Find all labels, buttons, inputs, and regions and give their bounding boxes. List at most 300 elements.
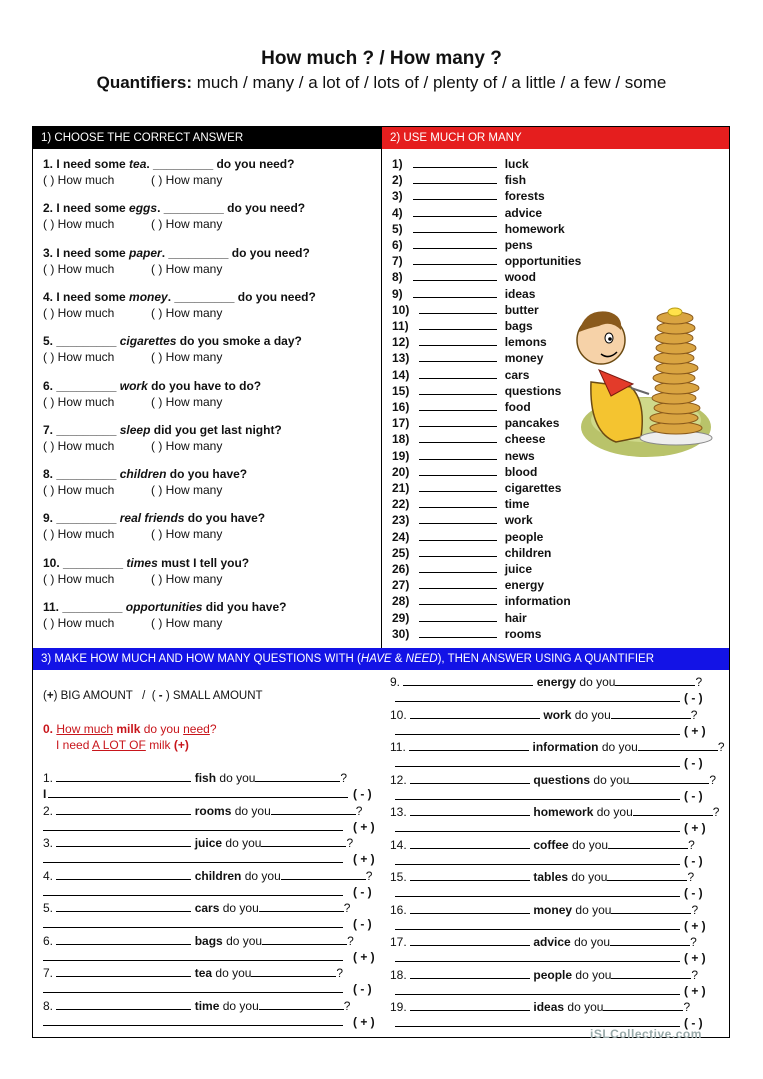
ex3-question-line [43,999,350,1013]
ex2-word: time [504,497,530,512]
ex3-noun: work [543,707,572,722]
ex2-item [392,335,547,349]
ex3-number: 15. [390,870,407,884]
ex1-question: 1. I need some tea. _________ do you need? [43,157,295,171]
ex2-blank[interactable] [419,481,497,492]
ex3-answer-blank[interactable] [43,950,343,961]
ex2-word: money [504,351,544,366]
ex3-blank[interactable] [56,999,191,1010]
ex3-answer-line [43,787,348,801]
ex3-answer-line [395,821,680,835]
ex1-option-how-many[interactable]: ( ) How many [151,616,223,630]
ex2-number: 2) [392,173,403,188]
ex3-sign: ( + ) [353,852,375,866]
ex3-answer-line [43,820,343,834]
ex3-number: 1. [43,771,54,785]
ex3-do-you: do you [579,675,616,689]
ex2-item [392,351,543,365]
ex2-number: 21) [392,481,410,495]
ex1-option-how-much[interactable]: ( ) How much [43,350,115,365]
ex3-noun: tables [533,870,569,884]
ex2-number: 13) [392,351,410,366]
example-q-mid: do you [143,722,180,736]
ex3-blank[interactable] [603,1000,683,1011]
ex3-number: 3. [43,836,54,850]
ex3-do-you: do you [222,901,259,915]
ex3-sign: ( - ) [353,982,372,996]
ex3-blank[interactable] [56,901,191,912]
ex3-answer-blank[interactable] [43,982,343,993]
ex1-option-how-much[interactable]: ( ) How much [43,394,115,409]
ex2-word: hair [504,610,527,625]
ex2-item [392,270,536,284]
ex2-blank[interactable] [419,546,497,557]
ex3-do-you: do you [574,935,611,949]
ex3-do-you: do you [244,868,281,883]
ex2-blank[interactable] [413,287,497,298]
ex3-answer-blank[interactable] [395,756,680,767]
ex3-answer-line [43,950,343,964]
ex2-item [392,254,581,268]
ex3-blank[interactable] [255,771,340,782]
ex2-item [392,400,531,414]
ex3-sign: ( - ) [684,691,703,705]
ex3-answer-blank[interactable] [43,885,343,896]
ex3-blank[interactable] [410,805,530,816]
section-3-header: 3) MAKE HOW MUCH AND HOW MANY QUESTIONS WITH (HAVE & NEED), THEN ANSWER USING A QUANTIFIER [33,648,729,670]
ex2-blank[interactable] [413,206,497,217]
ex2-blank[interactable] [413,157,497,168]
ex3-noun: rooms [194,803,232,818]
ex3-blank[interactable] [410,773,530,784]
ex3-answer-line [43,852,343,866]
ex3-question-line [390,1000,690,1014]
ex3-prefix: I [43,787,47,801]
ex3-do-you: do you [601,740,638,754]
ex2-blank[interactable] [419,368,497,379]
ex3-answer-blank[interactable] [43,820,343,831]
ex3-sign: ( + ) [684,918,706,933]
ex2-number: 10) [392,302,410,317]
ex2-word: wood [504,270,537,285]
ex2-number: 23) [392,513,410,528]
ex3-question-line [390,838,695,852]
ex3-blank[interactable] [410,903,530,914]
ex3-blank[interactable] [410,838,530,849]
ex3-qmark: ? [709,772,717,787]
subtitle-label: Quantifiers: [96,73,193,92]
ex3-noun: bags [194,933,223,948]
ex2-word: juice [504,562,533,576]
ex3-qmark: ? [336,966,344,980]
ex1-options [43,438,223,453]
ex3-question-line [43,934,354,948]
ex3-question-line [390,740,725,754]
ex2-word: work [504,513,533,528]
ex1-question: 3. I need some paper. _________ do you need? [43,245,310,260]
ex3-qmark: ? [343,998,351,1013]
ex3-qmark: ? [365,868,373,883]
ex2-item [392,222,565,236]
ex3-blank[interactable] [56,966,191,977]
example-q-end: ? [209,722,217,736]
ex2-blank[interactable] [419,351,497,362]
ex3-noun: money [533,902,573,917]
ex2-item [392,384,561,398]
ex3-number: 6. [43,933,54,948]
ex3-answer-blank[interactable] [395,724,680,735]
ex3-blank[interactable] [56,934,191,945]
ex3-blank[interactable] [56,836,191,847]
ex3-blank[interactable] [608,838,688,849]
ex3-number: 5. [43,901,54,915]
ex3-answer-blank[interactable] [43,917,343,928]
ex2-number: 30) [392,626,410,641]
ex3-noun: cars [194,901,220,915]
ex2-blank[interactable] [419,335,497,346]
watermark: iSLCollective.com [590,1027,702,1041]
ex2-number: 9) [392,286,403,301]
section-1-header: 1) CHOOSE THE CORRECT ANSWER [33,127,382,149]
ex3-noun: advice [533,935,571,949]
ex2-word: cars [504,367,530,382]
ex1-option-how-many[interactable]: ( ) How many [151,438,223,453]
ex2-item [392,206,542,220]
ex3-answer-line [395,951,680,965]
ex1-option-how-much[interactable]: ( ) How much [43,483,115,498]
ex2-blank[interactable] [419,578,497,589]
ex3-question-line [43,901,350,915]
subtitle-text: much / many / a lot of / lots of / plenty of / a little / a few / some [192,73,667,92]
ex3-answer-blank[interactable] [395,886,680,897]
boy-with-pancakes-illustration [571,292,721,462]
ex1-option-how-many[interactable]: ( ) How many [151,173,223,187]
ex2-blank[interactable] [419,594,497,605]
ex3-question-line [43,966,343,980]
ex3-blank[interactable] [633,805,713,816]
ex2-item [392,368,529,382]
ex2-blank[interactable] [419,449,497,460]
ex2-word: ideas [504,286,536,301]
ex1-option-how-much[interactable]: ( ) How much [43,571,115,586]
ex3-answer-blank[interactable] [395,919,680,930]
ex3-answer-blank[interactable] [395,691,680,702]
ex2-word: rooms [504,626,542,641]
ex2-blank[interactable] [419,384,497,395]
ex2-number: 14) [392,367,410,382]
ex2-blank[interactable] [419,611,497,622]
ex3-number: 9. [390,675,401,689]
ex3-blank[interactable] [638,740,718,751]
ex1-option-how-much[interactable]: ( ) How much [43,217,115,232]
ex3-noun: homework [533,805,594,819]
ex2-word: food [504,400,531,414]
ex3-blank[interactable] [410,935,530,946]
ex2-blank[interactable] [419,497,497,508]
ex1-option-how-many[interactable]: ( ) How many [151,483,223,498]
ex3-sign: ( - ) [684,886,703,900]
ex2-word: information [504,594,571,609]
ex3-answer-line [395,984,680,998]
ex3-blank[interactable] [56,804,191,815]
ex3-qmark: ? [688,837,695,852]
ex3-answer-line [43,885,343,899]
ex2-item [392,303,539,317]
ex3-answer-blank[interactable] [395,854,680,865]
ex2-blank[interactable] [413,189,497,200]
ex3-blank[interactable] [403,675,533,686]
ex2-word: children [504,545,552,560]
ex2-number: 18) [392,432,410,447]
ex1-option-how-much[interactable]: ( ) How much [43,438,115,453]
ex2-word: luck [504,157,529,171]
ex3-blank[interactable] [611,708,691,719]
ex3-blank[interactable] [610,935,690,946]
ex3-question-line [43,804,362,818]
ex1-options [43,261,223,276]
ex1-options [43,571,223,586]
ex2-word: pens [504,238,533,252]
ex3-noun: children [194,868,242,883]
ex1-question: 4. I need some money. _________ do you need? [43,289,316,304]
ex3-do-you: do you [575,902,612,917]
ex3-blank[interactable] [629,773,709,784]
ex2-blank[interactable] [419,432,497,443]
ex3-qmark: ? [340,771,348,785]
ex3-number: 10. [390,707,407,722]
ex3-do-you: do you [215,966,252,980]
ex2-word: cheese [504,432,546,447]
ex1-option-how-many[interactable]: ( ) How many [151,305,223,320]
worksheet-box [32,126,730,1038]
ex2-word: pancakes [504,416,560,431]
ex3-answer-line [43,982,343,996]
ex3-answer-line [395,886,680,900]
ex3-answer-blank[interactable] [395,951,680,962]
ex2-item [392,594,571,608]
ex3-qmark: ? [347,933,354,948]
ex3-blank[interactable] [262,934,347,945]
ex2-number: 3) [392,189,403,204]
ex3-number: 14. [390,837,407,852]
ex3-noun: fish [194,771,217,785]
ex2-blank[interactable] [413,173,497,184]
ex2-blank[interactable] [413,270,497,281]
ex3-answer-blank[interactable] [395,984,680,995]
ex3-sign: ( + ) [353,949,375,964]
ex3-blank[interactable] [251,966,336,977]
ex2-item [392,546,551,560]
ex2-number: 26) [392,562,410,576]
ex3-noun: juice [194,836,223,850]
ex3-answer-line [395,724,680,738]
ex3-qmark: ? [690,707,698,722]
ex3-answer-blank[interactable] [43,852,343,863]
ex3-blank[interactable] [271,804,356,815]
ex3-number: 13. [390,805,407,819]
ex1-option-how-many[interactable]: ( ) How many [151,350,223,365]
ex2-number: 11) [392,319,409,333]
ex1-option-how-much[interactable]: ( ) How much [43,173,115,187]
ex3-qmark: ? [717,740,725,754]
ex3-qmark: ? [695,675,703,689]
ex2-item [392,481,561,495]
ex3-blank[interactable] [259,901,344,912]
ex3-do-you: do you [575,967,612,982]
ex1-question: 10. _________ times must I tell you? [43,555,250,570]
ex3-blank[interactable] [259,999,344,1010]
ex3-blank[interactable] [261,836,346,847]
ex3-qmark: ? [346,836,354,850]
ex2-number: 16) [392,400,410,414]
ex3-answer-blank[interactable] [395,821,680,832]
ex2-word: questions [504,383,562,398]
ex3-answer-line [395,919,680,933]
ex2-blank[interactable] [419,416,497,427]
ex3-sign: ( - ) [684,853,703,868]
ex1-option-how-much[interactable]: ( ) How much [43,616,115,630]
example-number: 0. [43,722,54,736]
ex1-option-how-much[interactable]: ( ) How much [43,305,115,320]
ex3-blank[interactable] [281,869,366,880]
ex2-blank[interactable] [413,254,497,265]
ex3-question-line [43,771,347,785]
ex1-options [43,350,223,365]
ex3-blank[interactable] [611,968,691,979]
ex3-blank[interactable] [56,869,191,880]
ex3-question-line [390,935,697,949]
ex3-number: 2. [43,803,54,818]
ex2-blank[interactable] [419,562,497,573]
ex2-blank[interactable] [419,530,497,541]
ex2-blank[interactable] [419,627,497,638]
ex2-item [392,287,535,301]
ex2-word: advice [504,205,543,220]
ex3-sign: ( - ) [353,787,372,801]
ex3-number: 8. [43,998,54,1013]
ex3-sign: ( + ) [684,951,706,965]
ex2-blank[interactable] [419,400,497,411]
example-q-verb: need [183,722,210,736]
ex2-word: homework [504,221,565,236]
ex2-word: opportunities [504,254,582,269]
ex1-option-how-many[interactable]: ( ) How many [151,394,223,409]
ex3-answer-line [395,789,680,803]
example-a-quantifier: A LOT OF [92,738,146,752]
ex3-number: 7. [43,966,54,980]
ex1-option-how-much[interactable]: ( ) How much [43,527,115,542]
ex3-blank[interactable] [56,771,191,782]
ex1-option-how-many[interactable]: ( ) How many [151,261,223,276]
ex3-number: 17. [390,935,407,949]
ex2-number: 25) [392,545,410,560]
ex1-question: 5. _________ cigarettes do you smoke a day? [43,334,302,349]
ex3-sign: ( + ) [684,723,706,738]
ex3-blank[interactable] [410,1000,530,1011]
ex3-do-you: do you [574,707,611,722]
ex3-number: 4. [43,868,54,883]
ex2-item [392,173,526,187]
example-a-pre: I need [56,738,90,752]
ex2-blank[interactable] [419,303,497,314]
ex3-noun: energy [536,675,577,689]
ex2-number: 19) [392,448,410,463]
ex1-question: 6. _________ work do you have to do? [43,378,262,393]
ex1-option-how-much[interactable]: ( ) How much [43,261,115,276]
ex1-options [43,305,223,320]
ex2-word: energy [504,578,545,593]
ex1-options [43,616,223,630]
ex3-blank[interactable] [611,903,691,914]
ex2-blank[interactable] [419,319,497,330]
ex3-blank[interactable] [409,740,529,751]
worksheet-title: How much ? / How many ? [261,48,502,69]
example-question [43,722,217,736]
ex3-answer-blank[interactable] [395,789,680,800]
ex3-do-you: do you [593,772,630,787]
ex2-word: people [504,529,544,544]
ex3-sign: ( - ) [353,917,372,931]
ex2-item [392,319,533,333]
ex2-number: 20) [392,464,410,479]
ex2-blank[interactable] [413,222,497,233]
ex2-item [392,513,533,527]
ex3-blank[interactable] [607,870,687,881]
ex3-qmark: ? [687,870,695,884]
ex2-number: 7) [392,254,403,269]
example-answer [56,738,189,752]
ex3-qmark: ? [355,803,363,818]
ex2-item [392,189,545,203]
ex2-number: 29) [392,610,410,625]
ex3-answer-line [43,1015,343,1029]
ex2-blank[interactable] [419,465,497,476]
ex3-answer-blank[interactable] [48,787,348,798]
ex3-blank[interactable] [615,675,695,686]
example-a-sign: (+) [173,738,189,752]
ex2-number: 28) [392,594,410,609]
ex3-question-line [390,903,698,917]
ex3-question-line [390,805,719,819]
ex3-answer-line [395,854,680,868]
ex3-blank[interactable] [410,870,530,881]
ex1-options [43,527,223,542]
ex3-answer-blank[interactable] [43,1015,343,1026]
ex1-option-how-many[interactable]: ( ) How many [151,571,223,586]
ex2-word: blood [504,464,538,479]
ex3-qmark: ? [712,805,720,819]
ex3-noun: tea [194,966,213,980]
ex3-do-you: do you [571,870,608,884]
ex1-options [43,217,223,232]
ex3-noun: people [533,967,573,982]
ex1-option-how-many[interactable]: ( ) How many [151,527,223,542]
ex3-blank[interactable] [410,968,530,979]
ex1-option-how-many[interactable]: ( ) How many [151,217,223,232]
ex3-noun: ideas [533,1000,565,1014]
ex3-number: 16. [390,902,407,917]
ex2-word: bags [504,319,533,333]
ex1-question: 2. I need some eggs. _________ do you need? [43,201,306,216]
ex3-answer-blank[interactable] [395,1016,680,1027]
ex3-question-line [390,675,702,689]
ex2-item [392,432,545,446]
ex2-blank[interactable] [419,513,497,524]
ex3-blank[interactable] [410,708,540,719]
ex2-blank[interactable] [413,238,497,249]
ex3-number: 11. [390,740,406,754]
ex1-options [43,394,223,409]
